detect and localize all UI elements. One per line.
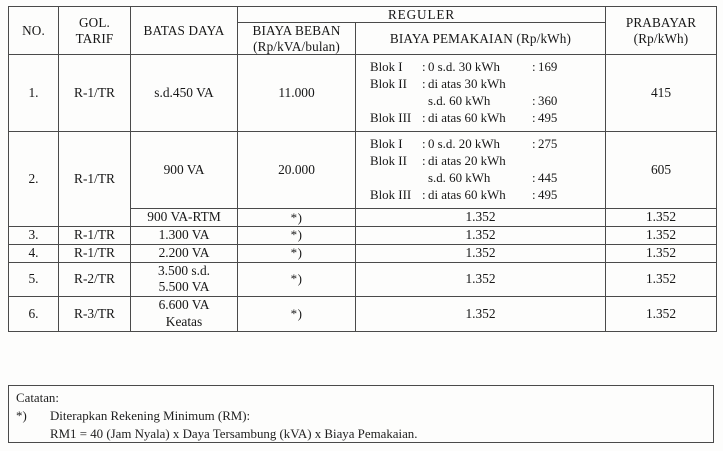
- cell-biaya-pemakaian: [356, 55, 606, 132]
- header-no-label: NO.: [22, 22, 45, 38]
- header-batas-daya: [131, 7, 238, 55]
- block-item: [370, 93, 605, 110]
- cell-batas-daya: [131, 262, 238, 297]
- cell-biaya-pemakaian-value: 1.352: [465, 209, 496, 225]
- cell-biaya-pemakaian: [356, 227, 606, 245]
- cell-batas-daya: [131, 244, 238, 262]
- cell-batas-daya-value: s.d.450 VA: [154, 84, 214, 100]
- cell-biaya-beban: [238, 132, 356, 209]
- block-desc: di atas 30 kWh: [428, 77, 506, 92]
- cell-prabayar-value: 1.352: [645, 227, 677, 243]
- block-sep: :: [422, 137, 426, 152]
- cell-biaya-pemakaian-value: 1.352: [465, 244, 496, 260]
- cell-gol-tarif: [59, 244, 131, 262]
- block-label: Blok I: [370, 137, 403, 152]
- notes-marker: *): [16, 408, 27, 423]
- cell-batas-daya-value: 1.300 VA: [158, 227, 210, 243]
- cell-batas-daya: [131, 297, 238, 332]
- cell-biaya-pemakaian: [356, 209, 606, 227]
- table-row: [9, 227, 717, 245]
- cell-no-value: 3.: [28, 227, 39, 243]
- block-value: 495: [538, 111, 558, 126]
- header-gol-tarif-line1: GOL.: [79, 15, 110, 31]
- cell-gol-tarif: [59, 132, 131, 227]
- cell-gol-tarif: [59, 262, 131, 297]
- cell-prabayar: [606, 55, 717, 132]
- cell-no-value: 4.: [28, 244, 39, 260]
- cell-gol-tarif-value: R-1/TR: [74, 170, 115, 186]
- header-biaya-beban: [238, 23, 356, 55]
- cell-no: [9, 132, 59, 227]
- block-val-sep: :: [532, 94, 536, 109]
- cell-batas-daya-value: 2.200 VA: [158, 244, 210, 260]
- block-val-sep: :: [532, 111, 536, 126]
- table-row: [9, 55, 717, 132]
- cell-batas-daya: [131, 132, 238, 209]
- cell-batas-daya-value: 900 VA: [163, 162, 205, 178]
- header-biaya-pemakaian-label: BIAYA PEMAKAIAN (Rp/kWh): [389, 31, 572, 47]
- cell-no: [9, 55, 59, 132]
- cell-biaya-beban: [238, 244, 356, 262]
- block-label: Blok II: [370, 154, 407, 169]
- block-label: Blok III: [370, 188, 412, 203]
- block-item: [370, 170, 605, 187]
- cell-prabayar: [606, 244, 717, 262]
- cell-gol-tarif-value: R-2/TR: [74, 271, 115, 287]
- block-item: [370, 76, 605, 93]
- block-val-sep: :: [532, 171, 536, 186]
- block-item: [370, 153, 605, 170]
- cell-biaya-pemakaian-value: 1.352: [465, 271, 496, 287]
- cell-no: [9, 262, 59, 297]
- header-biaya-beban-line2: (Rp/kVA/bulan): [253, 38, 340, 54]
- cell-no-value: 5.: [28, 271, 39, 287]
- cell-gol-tarif-value: R-1/TR: [74, 244, 115, 260]
- block-item: [370, 110, 605, 127]
- cell-biaya-beban: [238, 209, 356, 227]
- cell-biaya-pemakaian: [356, 262, 606, 297]
- notes-line-2: [16, 426, 713, 444]
- cell-batas-daya-line1: 3.500 s.d.: [157, 262, 211, 278]
- block-desc: 0 s.d. 30 kWh: [428, 60, 500, 75]
- cell-gol-tarif: [59, 297, 131, 332]
- header-no: [9, 7, 59, 55]
- header-gol-tarif-line2: TARIF: [75, 30, 114, 46]
- block-item: [370, 187, 605, 204]
- block-label: Blok II: [370, 77, 407, 92]
- cell-gol-tarif-value: R-1/TR: [74, 84, 115, 100]
- header-reguler: [238, 7, 606, 23]
- block-list: [370, 136, 605, 204]
- block-item: [370, 136, 605, 153]
- header-reguler-label: REGULER: [387, 7, 456, 22]
- cell-batas-daya-value: 900 VA-RTM: [147, 209, 221, 225]
- cell-batas-daya: [131, 227, 238, 245]
- tariff-table: [8, 6, 717, 332]
- cell-prabayar: [606, 227, 717, 245]
- table-row: [9, 132, 717, 209]
- cell-gol-tarif-value: R-1/TR: [74, 227, 115, 243]
- cell-prabayar-value: 1.352: [645, 271, 677, 287]
- block-val-sep: :: [532, 137, 536, 152]
- cell-biaya-beban-value: *): [290, 209, 303, 225]
- cell-prabayar-value: 415: [650, 84, 672, 100]
- cell-prabayar: [606, 132, 717, 209]
- block-value: 445: [538, 171, 558, 186]
- cell-no-value: 2.: [28, 170, 39, 186]
- cell-biaya-beban: [238, 227, 356, 245]
- notes-line-2-text: RM1 = 40 (Jam Nyala) x Daya Tersambung (kVA) x Biaya Pemakaian.: [50, 426, 418, 441]
- block-desc: 0 s.d. 20 kWh: [428, 137, 500, 152]
- notes-title-label: Catatan:: [16, 391, 59, 405]
- cell-no-value: 1.: [28, 84, 39, 100]
- cell-gol-tarif-value: R-3/TR: [74, 305, 115, 321]
- header-prabayar-line2: (Rp/kWh): [633, 30, 689, 46]
- block-sep: :: [422, 111, 426, 126]
- block-desc: di atas 20 kWh: [428, 154, 506, 169]
- cell-batas-daya-line2: 5.500 VA: [158, 279, 210, 295]
- cell-prabayar-value: 605: [650, 162, 672, 178]
- cell-prabayar-value: 1.352: [645, 305, 677, 321]
- block-val-sep: :: [532, 188, 536, 203]
- header-biaya-beban-line1: BIAYA BEBAN: [252, 23, 341, 39]
- block-value: 275: [538, 137, 558, 152]
- cell-prabayar-value: 1.352: [645, 209, 677, 225]
- block-sep: :: [422, 77, 426, 92]
- cell-biaya-pemakaian: [356, 132, 606, 209]
- cell-batas-daya-line1: 6.600 VA: [158, 297, 210, 313]
- block-sep: :: [422, 154, 426, 169]
- block-item: [370, 59, 605, 76]
- cell-no: [9, 244, 59, 262]
- cell-biaya-pemakaian: [356, 297, 606, 332]
- cell-prabayar-value: 1.352: [645, 244, 677, 260]
- cell-gol-tarif: [59, 227, 131, 245]
- block-desc: di atas 60 kWh: [428, 188, 506, 203]
- header-biaya-pemakaian: [356, 23, 606, 55]
- cell-no-value: 6.: [28, 305, 39, 321]
- cell-biaya-beban-value: 20.000: [278, 162, 315, 178]
- cell-biaya-pemakaian: [356, 244, 606, 262]
- cell-gol-tarif: [59, 55, 131, 132]
- table-row: [9, 297, 717, 332]
- cell-biaya-beban: [238, 262, 356, 297]
- header-gol-tarif: [59, 7, 131, 55]
- block-label: Blok III: [370, 111, 412, 126]
- cell-prabayar: [606, 262, 717, 297]
- cell-biaya-beban-value: 11.000: [278, 84, 315, 100]
- block-desc: di atas 60 kWh: [428, 111, 506, 126]
- block-label: Blok I: [370, 60, 403, 75]
- block-sep: :: [422, 188, 426, 203]
- table-row: [9, 262, 717, 297]
- block-list: [370, 59, 605, 127]
- header-row-top: [9, 7, 717, 23]
- block-sep: :: [422, 60, 426, 75]
- cell-batas-daya-line2: Keatas: [165, 313, 203, 329]
- cell-biaya-beban: [238, 297, 356, 332]
- block-desc: s.d. 60 kWh: [428, 94, 491, 109]
- cell-prabayar: [606, 209, 717, 227]
- header-prabayar-line1: PRABAYAR: [625, 15, 697, 31]
- cell-batas-daya: [131, 55, 238, 132]
- cell-biaya-beban-value: *): [290, 305, 303, 321]
- cell-no: [9, 227, 59, 245]
- block-value: 495: [538, 188, 558, 203]
- table-row: [9, 244, 717, 262]
- block-val-sep: :: [532, 60, 536, 75]
- notes-line-1-text: Diterapkan Rekening Minimum (RM):: [50, 408, 251, 423]
- cell-no: [9, 297, 59, 332]
- cell-biaya-beban-value: *): [290, 245, 303, 261]
- header-prabayar: [606, 7, 717, 55]
- notes-box: [8, 385, 714, 443]
- cell-batas-daya: [131, 209, 238, 227]
- header-batas-daya-label: BATAS DAYA: [143, 23, 225, 39]
- cell-biaya-beban: [238, 55, 356, 132]
- cell-prabayar: [606, 297, 717, 332]
- cell-biaya-pemakaian-value: 1.352: [465, 227, 496, 243]
- notes-title: [16, 390, 713, 408]
- table-header: [9, 7, 717, 55]
- cell-biaya-beban-value: *): [290, 227, 303, 243]
- cell-biaya-beban-value: *): [290, 271, 303, 287]
- table-body: [9, 55, 717, 332]
- cell-biaya-pemakaian-value: 1.352: [465, 305, 496, 321]
- block-value: 169: [538, 60, 558, 75]
- notes-line-1: [16, 408, 713, 426]
- block-desc: s.d. 60 kWh: [428, 171, 491, 186]
- block-value: 360: [538, 94, 558, 109]
